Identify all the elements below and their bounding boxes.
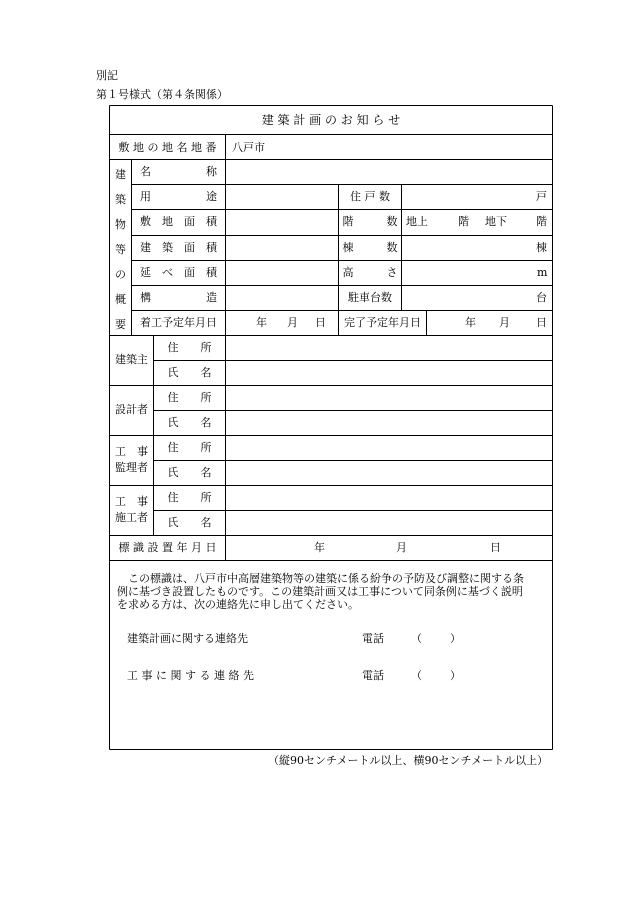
owner-name-label: 氏 名 <box>167 366 212 379</box>
start-year: 年 <box>256 316 267 329</box>
units-label: 住 戸 数 <box>350 190 390 203</box>
completion-month: 月 <box>499 316 510 329</box>
sign-year: 年 <box>314 541 325 554</box>
contact-work-paren-close: ） <box>450 669 461 682</box>
start-date-label: 着工予定年月日 <box>140 316 217 329</box>
height-label: 高 さ <box>342 266 398 279</box>
parking-unit: 台 <box>536 291 547 304</box>
supervisor-label-2: 監理者 <box>115 461 148 474</box>
sign-day: 日 <box>490 541 501 554</box>
parking-label: 駐車台数 <box>348 291 392 304</box>
building-area-label: 建 築 面 積 <box>140 241 217 254</box>
notice-line-2: 例に基づき設置したものです。この建築計画又は工事について同条例に基づく説明 <box>117 585 523 598</box>
building-overview-label: 建 築 物 等 の 概 要 <box>115 168 126 331</box>
contact-plan-paren-open: （ <box>411 632 422 645</box>
name-label: 名 称 <box>140 165 217 178</box>
site-value: 八戸市 <box>232 141 265 154</box>
use-label: 用 途 <box>140 190 217 203</box>
sign-date-label: 標 識 設 置 年 月 日 <box>118 541 217 554</box>
site-label: 敷 地 の 地 名 地 番 <box>118 141 217 154</box>
floors-mid-unit: 階 <box>458 215 469 228</box>
notice-line-1: この標識は、八戸市中高層建築物等の建築に係る紛争の予防及び調整に関する条 <box>128 572 524 585</box>
notice-line-3: を求める方は、次の連絡先に申し出てください。 <box>117 598 359 611</box>
contractor-address-label: 住 所 <box>167 491 212 504</box>
buildings-unit: 棟 <box>536 241 547 254</box>
supervisor-address-label: 住 所 <box>167 441 212 454</box>
contractor-label-1: 工 事 <box>115 495 148 508</box>
site-area-label: 敷 地 面 積 <box>140 215 217 228</box>
contractor-name-label: 氏 名 <box>167 516 212 529</box>
buildings-label: 棟 数 <box>342 241 398 254</box>
form-number: 第１号様式（第４条関係） <box>96 88 228 101</box>
contractor-label-2: 施工者 <box>115 511 148 524</box>
contact-work-paren-open: （ <box>411 669 422 682</box>
floors-below-label: 地下 <box>485 215 507 228</box>
floors-label: 階 数 <box>342 215 398 228</box>
contact-work-phone-label: 電話 <box>362 669 384 682</box>
completion-day: 日 <box>536 316 547 329</box>
designer-label: 設計者 <box>115 403 148 416</box>
form-title: 建 築 計 画 の お 知 ら せ <box>261 113 401 127</box>
size-note: （縦90センチメートル以上、横90センチメートル以上） <box>268 754 549 767</box>
sign-month: 月 <box>396 541 407 554</box>
height-unit: m <box>537 266 548 279</box>
start-day: 日 <box>315 316 326 329</box>
supervisor-label-1: 工 事 <box>115 445 148 458</box>
contact-plan-label: 建築計画に関する連絡先 <box>127 632 248 645</box>
owner-label: 建築主 <box>115 353 148 366</box>
contact-work-label: 工 事 に 関 す る 連 絡 先 <box>127 669 254 682</box>
units-unit: 戸 <box>536 190 547 203</box>
completion-year: 年 <box>465 316 476 329</box>
appendix-label: 別記 <box>96 69 118 82</box>
start-month: 月 <box>287 316 298 329</box>
owner-address-label: 住 所 <box>167 341 212 354</box>
supervisor-name-label: 氏 名 <box>167 466 212 479</box>
structure-label: 構 造 <box>140 291 217 304</box>
contact-plan-paren-close: ） <box>450 632 461 645</box>
designer-address-label: 住 所 <box>167 391 212 404</box>
contact-plan-phone-label: 電話 <box>362 632 384 645</box>
total-floor-area-label: 延 べ 面 積 <box>140 266 217 279</box>
floors-unit: 階 <box>536 215 547 228</box>
completion-date-label: 完了予定年月日 <box>344 316 421 329</box>
designer-name-label: 氏 名 <box>167 416 212 429</box>
floors-above-label: 地上 <box>406 215 428 228</box>
